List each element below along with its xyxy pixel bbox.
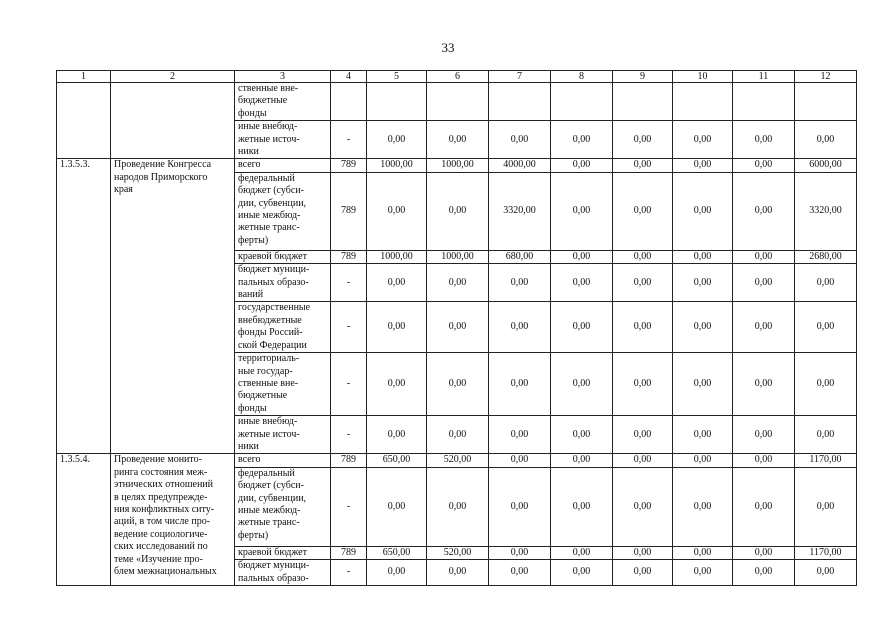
value-cell-v11: 0,00 [733, 172, 795, 250]
value-cell-v5: 0,00 [367, 172, 427, 250]
measure-code [57, 83, 111, 159]
value-cell-v11: 0,00 [733, 121, 795, 159]
value-cell-v9: 0,00 [613, 172, 673, 250]
funding-source: всего [235, 454, 331, 467]
value-cell-v7: 4000,00 [489, 159, 551, 172]
value-cell-v6: 0,00 [427, 353, 489, 416]
value-cell-v7: 0,00 [489, 121, 551, 159]
value-cell-v6: 520,00 [427, 454, 489, 467]
value-cell-v6: 0,00 [427, 172, 489, 250]
value-cell-v8: 0,00 [551, 467, 613, 546]
value-cell-v10: 0,00 [673, 454, 733, 467]
value-cell-v12 [795, 83, 857, 121]
value-cell-kbk: 789 [331, 250, 367, 263]
value-cell-v7: 0,00 [489, 302, 551, 353]
value-cell-v5: 0,00 [367, 353, 427, 416]
value-cell-v12: 1170,00 [795, 546, 857, 559]
value-cell-v6: 1000,00 [427, 250, 489, 263]
value-cell-v11: 0,00 [733, 353, 795, 416]
value-cell-v5: 0,00 [367, 560, 427, 586]
value-cell-v5: 1000,00 [367, 250, 427, 263]
value-cell-v6: 0,00 [427, 264, 489, 302]
value-cell-v11 [733, 83, 795, 121]
value-cell-v6: 0,00 [427, 416, 489, 454]
value-cell-v10: 0,00 [673, 159, 733, 172]
value-cell-v9: 0,00 [613, 264, 673, 302]
value-cell-v11: 0,00 [733, 159, 795, 172]
value-cell-v11: 0,00 [733, 302, 795, 353]
header-cell: 11 [733, 71, 795, 83]
value-cell-v11: 0,00 [733, 560, 795, 586]
value-cell-v10: 0,00 [673, 546, 733, 559]
value-cell-v12: 0,00 [795, 353, 857, 416]
funding-source: федеральный бюджет (субси- дии, субвенции, иные межбюд- жетные транс- ферты) [235, 172, 331, 250]
value-cell-v6: 0,00 [427, 302, 489, 353]
value-cell-v8: 0,00 [551, 302, 613, 353]
header-cell: 6 [427, 71, 489, 83]
value-cell-v7: 0,00 [489, 353, 551, 416]
value-cell-v7: 0,00 [489, 560, 551, 586]
value-cell-v9: 0,00 [613, 250, 673, 263]
value-cell-v7: 3320,00 [489, 172, 551, 250]
value-cell-v10: 0,00 [673, 467, 733, 546]
funding-source: федеральный бюджет (субси- дии, субвенции, иные межбюд- жетные транс- ферты) [235, 467, 331, 546]
value-cell-v10: 0,00 [673, 302, 733, 353]
value-cell-v8: 0,00 [551, 416, 613, 454]
value-cell-v9 [613, 83, 673, 121]
value-cell-v12: 0,00 [795, 264, 857, 302]
value-cell-v5: 0,00 [367, 264, 427, 302]
value-cell-v11: 0,00 [733, 546, 795, 559]
value-cell-v10 [673, 83, 733, 121]
value-cell-v9: 0,00 [613, 302, 673, 353]
value-cell-v9: 0,00 [613, 560, 673, 586]
funding-source: иные внебюд- жетные источ- ники [235, 416, 331, 454]
value-cell-v9: 0,00 [613, 353, 673, 416]
funding-source: иные внебюд- жетные источ- ники [235, 121, 331, 159]
measure-name: Проведение Конгресса народов Приморского края [111, 159, 235, 454]
value-cell-v8: 0,00 [551, 250, 613, 263]
header-cell: 10 [673, 71, 733, 83]
value-cell-v9: 0,00 [613, 121, 673, 159]
value-cell-v10: 0,00 [673, 560, 733, 586]
value-cell-v12: 1170,00 [795, 454, 857, 467]
value-cell-kbk: - [331, 121, 367, 159]
header-cell: 4 [331, 71, 367, 83]
value-cell-kbk: - [331, 416, 367, 454]
value-cell-v5: 650,00 [367, 546, 427, 559]
header-cell: 3 [235, 71, 331, 83]
value-cell-v5: 0,00 [367, 121, 427, 159]
value-cell-v11: 0,00 [733, 454, 795, 467]
header-cell: 1 [57, 71, 111, 83]
value-cell-v9: 0,00 [613, 467, 673, 546]
table-row [57, 159, 857, 172]
header-row [57, 71, 857, 83]
value-cell-kbk: - [331, 467, 367, 546]
value-cell-v8 [551, 83, 613, 121]
value-cell-v6 [427, 83, 489, 121]
value-cell-kbk: 789 [331, 172, 367, 250]
value-cell-v5: 0,00 [367, 416, 427, 454]
value-cell-v9: 0,00 [613, 454, 673, 467]
value-cell-v5: 0,00 [367, 302, 427, 353]
value-cell-v10: 0,00 [673, 172, 733, 250]
header-cell: 5 [367, 71, 427, 83]
value-cell-v11: 0,00 [733, 250, 795, 263]
funding-source: территориаль- ные государ- ственные вне- бюджетные фонды [235, 353, 331, 416]
value-cell-v12: 0,00 [795, 560, 857, 586]
value-cell-v10: 0,00 [673, 264, 733, 302]
funding-source: всего [235, 159, 331, 172]
value-cell-kbk: 789 [331, 159, 367, 172]
value-cell-v8: 0,00 [551, 172, 613, 250]
value-cell-v8: 0,00 [551, 159, 613, 172]
value-cell-v5: 650,00 [367, 454, 427, 467]
value-cell-v11: 0,00 [733, 264, 795, 302]
value-cell-v7 [489, 83, 551, 121]
value-cell-kbk: 789 [331, 454, 367, 467]
value-cell-v7: 0,00 [489, 416, 551, 454]
measure-name [111, 83, 235, 159]
page-number: 33 [441, 40, 455, 55]
value-cell-v8: 0,00 [551, 121, 613, 159]
value-cell-v7: 0,00 [489, 454, 551, 467]
value-cell-v6: 1000,00 [427, 159, 489, 172]
table-row [57, 454, 857, 467]
value-cell-v5: 0,00 [367, 467, 427, 546]
funding-source: ственные вне- бюджетные фонды [235, 83, 331, 121]
value-cell-v12: 2680,00 [795, 250, 857, 263]
value-cell-v7: 0,00 [489, 467, 551, 546]
value-cell-v12: 0,00 [795, 121, 857, 159]
funding-source: краевой бюджет [235, 546, 331, 559]
value-cell-v10: 0,00 [673, 416, 733, 454]
value-cell-v7: 0,00 [489, 264, 551, 302]
funding-source: бюджет муници- пальных образо- [235, 560, 331, 586]
value-cell-kbk: - [331, 560, 367, 586]
value-cell-v5 [367, 83, 427, 121]
value-cell-v9: 0,00 [613, 159, 673, 172]
funding-source: бюджет муници- пальных образо- ваний [235, 264, 331, 302]
measure-code: 1.3.5.4. [57, 454, 111, 586]
funding-source: государственные внебюджетные фонды Россий- ской Федерации [235, 302, 331, 353]
value-cell-v12: 0,00 [795, 302, 857, 353]
value-cell-v8: 0,00 [551, 264, 613, 302]
value-cell-v7: 0,00 [489, 546, 551, 559]
value-cell-v12: 0,00 [795, 467, 857, 546]
value-cell-v8: 0,00 [551, 454, 613, 467]
value-cell-v10: 0,00 [673, 121, 733, 159]
value-cell-v7: 680,00 [489, 250, 551, 263]
header-cell: 12 [795, 71, 857, 83]
header-cell: 2 [111, 71, 235, 83]
value-cell-kbk: - [331, 302, 367, 353]
table-row [57, 83, 857, 121]
measure-name: Проведение монито- ринга состояния меж- этнических отношений в целях предупрежде- ния конфликтных ситу- аций, в том числе про- ведение социологиче- ских исследований по теме «Изучение про- блем межнациональных [111, 454, 235, 586]
value-cell-kbk [331, 83, 367, 121]
value-cell-v5: 1000,00 [367, 159, 427, 172]
value-cell-v6: 0,00 [427, 121, 489, 159]
value-cell-v10: 0,00 [673, 250, 733, 263]
value-cell-v8: 0,00 [551, 353, 613, 416]
value-cell-v12: 6000,00 [795, 159, 857, 172]
value-cell-v12: 0,00 [795, 416, 857, 454]
value-cell-kbk: - [331, 264, 367, 302]
value-cell-v6: 0,00 [427, 467, 489, 546]
value-cell-v9: 0,00 [613, 546, 673, 559]
value-cell-kbk: - [331, 353, 367, 416]
header-cell: 9 [613, 71, 673, 83]
value-cell-v10: 0,00 [673, 353, 733, 416]
budget-table [56, 70, 857, 586]
header-cell: 8 [551, 71, 613, 83]
value-cell-v6: 0,00 [427, 560, 489, 586]
value-cell-v12: 3320,00 [795, 172, 857, 250]
measure-code: 1.3.5.3. [57, 159, 111, 454]
value-cell-v8: 0,00 [551, 546, 613, 559]
value-cell-v6: 520,00 [427, 546, 489, 559]
value-cell-v11: 0,00 [733, 467, 795, 546]
value-cell-kbk: 789 [331, 546, 367, 559]
header-cell: 7 [489, 71, 551, 83]
value-cell-v11: 0,00 [733, 416, 795, 454]
value-cell-v9: 0,00 [613, 416, 673, 454]
value-cell-v8: 0,00 [551, 560, 613, 586]
funding-source: краевой бюджет [235, 250, 331, 263]
